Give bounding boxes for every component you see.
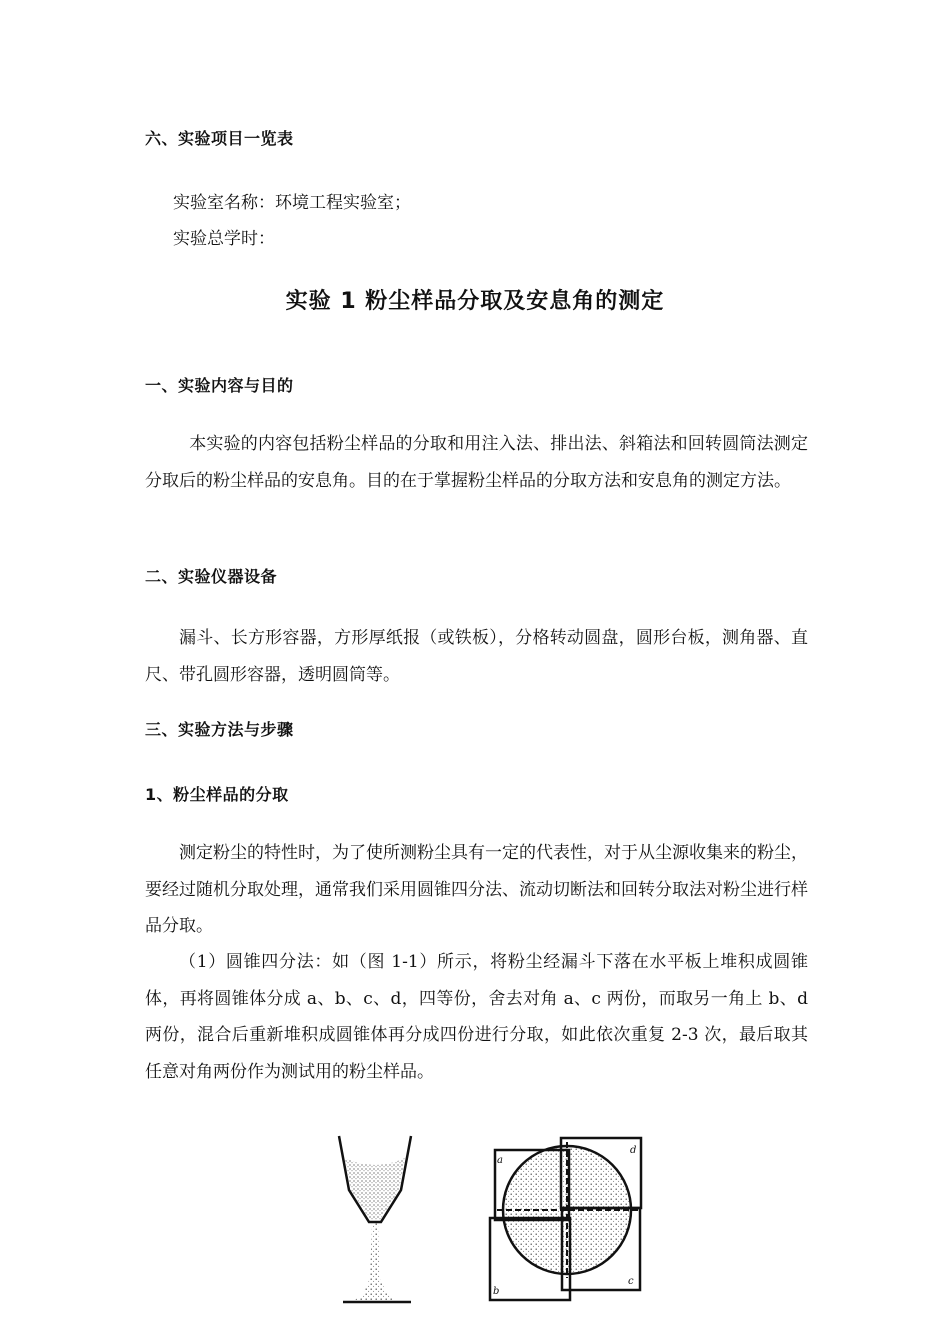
- subsection-heading-sample-division: 1、粉尘样品的分取: [145, 785, 289, 804]
- section-heading-equipment: 二、实验仪器设备: [145, 567, 278, 586]
- content-purpose-paragraph: 本实验的内容包括粉尘样品的分取和用注入法、排出法、斜箱法和回转圆筒法测定分取后的粉尘样品的安息角。目的在于掌握粉尘样品的分取方法和安息角的测定方法。: [145, 434, 808, 491]
- label-b: b: [493, 1286, 500, 1297]
- label-a: a: [497, 1155, 503, 1166]
- cone-quartering-paragraph: （1）圆锥四分法：如（图 1-1）所示，将粉尘经漏斗下落在水平板上堆积成圆锥体，再将圆锥体分成 a、b、c、d，四等份，舍去对角 a、c 两份，而取另一角上 b、d 两份，混合后重新堆积成圆锥体再分成四份进行分取，如此依次重复 2-3 次，最后取其任意对角两份作为测试用的粉尘样品。: [145, 952, 808, 1082]
- equipment-paragraph: 漏斗、长方形容器，方形厚纸报（或铁板），分格转动圆盘，圆形台板，测角器、直尺、带孔圆形容器，透明圆筒等。: [145, 628, 808, 685]
- experiment-title: 实验 1 粉尘样品分取及安息角的测定: [285, 289, 665, 314]
- section-heading-experiment-list: 六、实验项目一览表: [145, 129, 294, 148]
- sample-division-paragraph: 测定粉尘的特性时，为了使所测粉尘具有一定的代表性，对于从尘源收集来的粉尘，要经过随机分取处理，通常我们采用圆锥四分法、流动切断法和回转分取法对粉尘进行样品分取。: [145, 843, 808, 936]
- cone-quartering-figure: [325, 1128, 655, 1308]
- section-heading-content-purpose: 一、实验内容与目的: [145, 376, 294, 395]
- section-heading-method-steps: 三、实验方法与步骤: [145, 720, 294, 739]
- quartered-cone-diagram: [490, 1138, 641, 1300]
- lab-name-line: 实验室名称：环境工程实验室；: [173, 193, 411, 213]
- funnel-icon: [339, 1136, 411, 1302]
- label-c: c: [628, 1276, 634, 1287]
- label-d: d: [630, 1145, 637, 1156]
- total-hours-line: 实验总学时：: [173, 229, 275, 249]
